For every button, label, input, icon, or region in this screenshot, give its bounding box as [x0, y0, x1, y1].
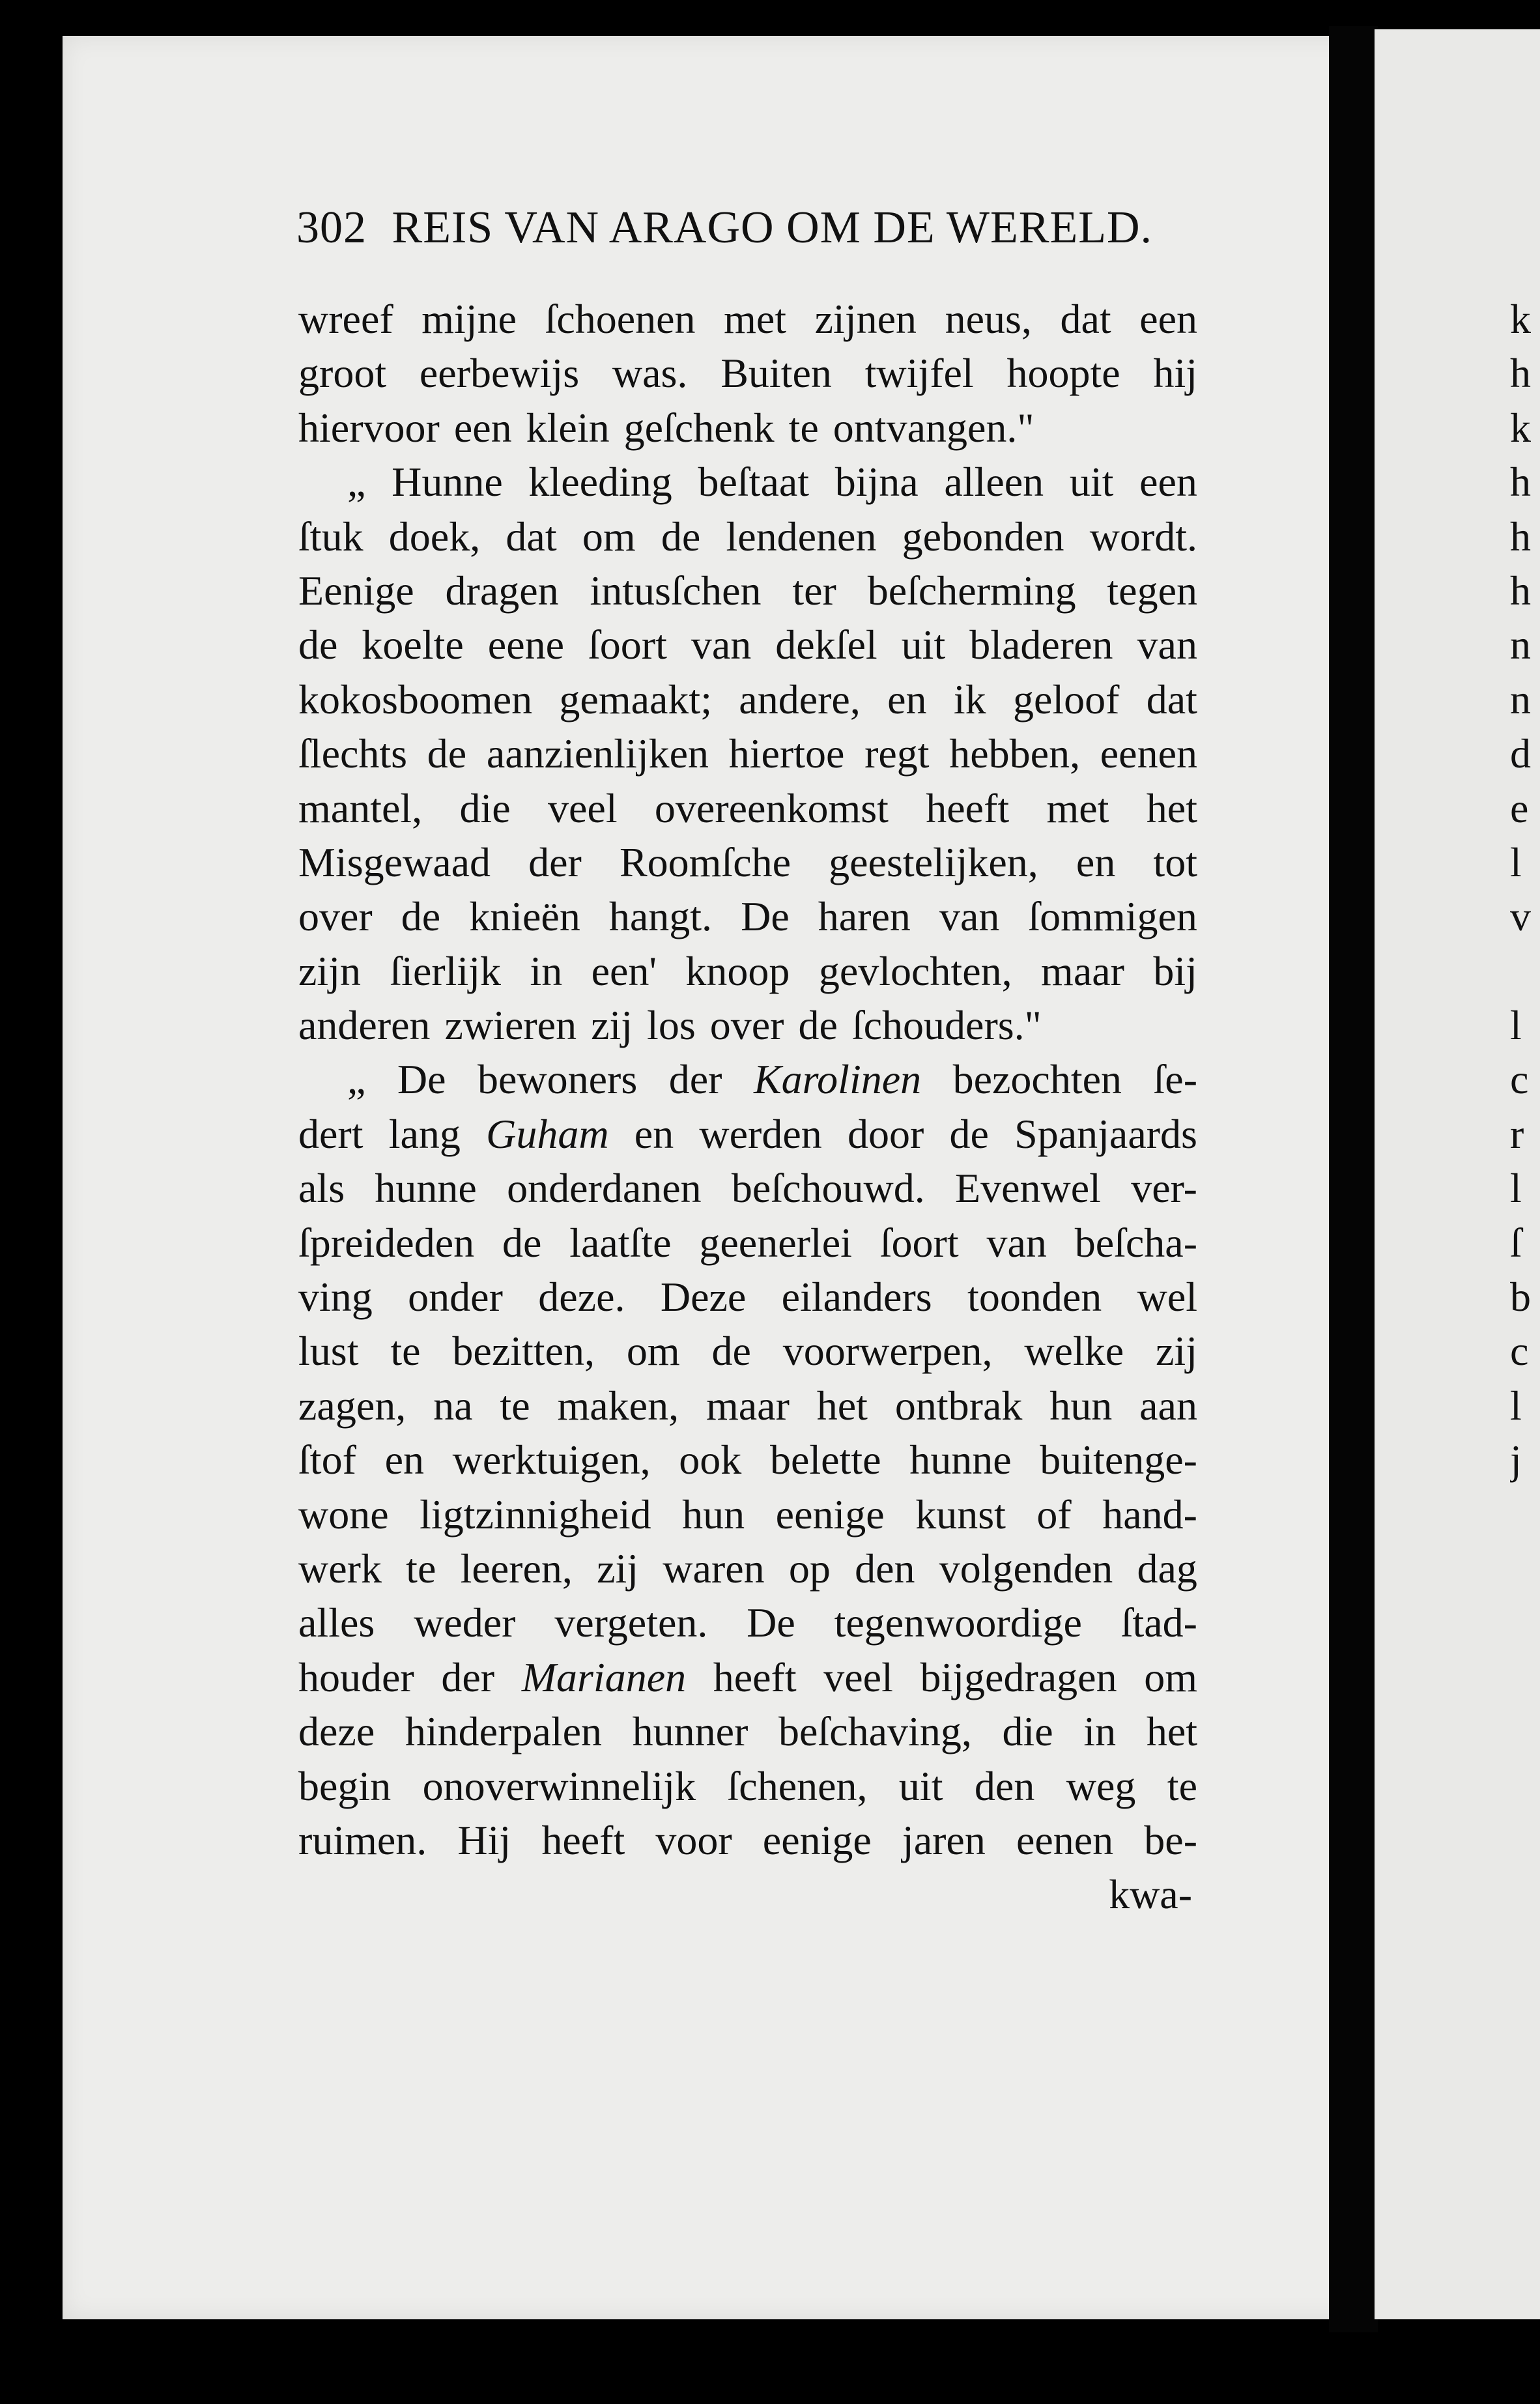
word: hand-	[1102, 1491, 1197, 1538]
text-line	[298, 672, 1197, 726]
word: onderdanen	[507, 1165, 702, 1212]
facing-page-letter: l	[1510, 1165, 1522, 1212]
facing-page-letter: h	[1510, 567, 1531, 614]
facing-page-letter: n	[1510, 622, 1531, 668]
word: in	[1083, 1708, 1117, 1755]
word: dat	[1060, 296, 1111, 342]
word: werk	[298, 1545, 382, 1592]
word: deze	[298, 1708, 375, 1755]
word: gemaakt;	[559, 676, 712, 723]
word: tegen	[1107, 567, 1197, 614]
word: hunne	[375, 1165, 477, 1212]
facing-page-letter: n	[1510, 676, 1531, 723]
word: kokosboomen	[298, 676, 533, 723]
word: ik	[953, 676, 986, 723]
text-line	[298, 1541, 1197, 1596]
word: groot	[298, 350, 387, 397]
word: Marianen	[521, 1653, 687, 1700]
word: kunst	[915, 1491, 1006, 1538]
word: welke	[1024, 1328, 1124, 1375]
text-line	[298, 509, 1197, 564]
word: geestelijken,	[829, 838, 1038, 885]
word: weder	[414, 1599, 516, 1646]
text-line	[298, 889, 1197, 943]
word: hunner	[632, 1708, 749, 1755]
word: de	[798, 1002, 838, 1049]
running-title: REIS VAN ARAGO OM DE WERELD.	[392, 203, 1153, 253]
word: aanzienlijken	[486, 730, 709, 777]
word: los	[647, 1002, 696, 1049]
word: beſchaving,	[778, 1708, 972, 1755]
text-line	[298, 835, 1197, 889]
word: onoverwinnelijk	[422, 1762, 696, 1809]
facing-page-letter: k	[1510, 404, 1531, 451]
word: Karolinen	[753, 1056, 922, 1103]
word: intusſchen	[590, 567, 762, 614]
word: van	[1137, 622, 1197, 668]
text-line	[298, 1487, 1197, 1541]
word: ontbrak	[894, 1382, 1023, 1429]
word: ter	[792, 567, 836, 614]
word: De	[741, 893, 790, 940]
word: de	[661, 513, 701, 560]
word: te	[500, 1382, 530, 1429]
text-line	[298, 998, 1197, 1052]
word: de	[502, 1219, 542, 1266]
text-line	[298, 455, 1197, 509]
word: deze.	[538, 1274, 625, 1321]
text-line	[298, 781, 1197, 835]
word: houder	[298, 1653, 414, 1700]
word: als	[298, 1165, 345, 1212]
word: den	[974, 1762, 1035, 1809]
word: Guham	[486, 1110, 609, 1157]
word: beſcha-	[1074, 1219, 1197, 1266]
word: eenen	[1016, 1816, 1114, 1863]
word: die	[1002, 1708, 1053, 1755]
word: geenerlei	[699, 1219, 852, 1266]
word: om	[626, 1328, 680, 1375]
word: lendenen	[726, 513, 877, 560]
text-line	[298, 1433, 1197, 1487]
text-line	[298, 564, 1197, 618]
word: om	[1144, 1653, 1197, 1700]
word: of	[1036, 1491, 1072, 1538]
word: tegenwoordige	[834, 1599, 1082, 1646]
word: dat	[1146, 676, 1197, 723]
word: ook	[679, 1437, 742, 1483]
word: zij	[597, 1545, 639, 1592]
word: knoop	[685, 947, 790, 994]
word: maar	[706, 1382, 790, 1429]
word: Roomſche	[619, 838, 791, 885]
word: jaren	[902, 1816, 986, 1863]
text-line	[298, 401, 1197, 455]
word: den	[855, 1545, 915, 1592]
text-line	[298, 944, 1197, 998]
word: be-	[1144, 1816, 1197, 1863]
text-line	[298, 1216, 1197, 1270]
word: Buiten	[720, 350, 832, 397]
facing-page-letter	[1510, 944, 1540, 998]
word: de	[401, 893, 441, 940]
word: mijne	[421, 296, 517, 342]
word: der	[441, 1653, 495, 1700]
word: geſchenk	[623, 404, 775, 451]
word: buitenge-	[1040, 1437, 1197, 1483]
word: ſtof	[298, 1437, 356, 1483]
word: wel	[1137, 1274, 1197, 1321]
word: De	[397, 1056, 446, 1103]
word: bezochten	[952, 1056, 1122, 1103]
word: heeft	[541, 1816, 625, 1863]
word: het	[816, 1382, 868, 1429]
word: hunne	[909, 1437, 1012, 1483]
word: het	[1146, 784, 1197, 831]
word: en	[384, 1437, 424, 1483]
word: heeft	[713, 1653, 797, 1700]
word: der	[528, 838, 582, 885]
word: ſoort	[879, 1219, 959, 1266]
word: ſchenen,	[727, 1762, 868, 1809]
word: Hij	[457, 1816, 511, 1863]
word: bewoners	[478, 1056, 638, 1103]
text-line	[298, 1161, 1197, 1215]
word: wone	[298, 1491, 389, 1538]
word: lust	[298, 1328, 359, 1375]
word: de	[949, 1110, 989, 1157]
word: dekſel	[775, 622, 877, 668]
word: van	[986, 1219, 1047, 1266]
text-line	[298, 618, 1197, 672]
word: alles	[298, 1599, 375, 1646]
page-number: 302	[296, 203, 367, 253]
word: te	[788, 404, 819, 451]
word: tot	[1153, 838, 1197, 885]
word: van	[691, 622, 752, 668]
text-line	[298, 1107, 1197, 1161]
word: eene	[487, 622, 564, 668]
word: knieën	[469, 893, 580, 940]
facing-page-letter: v	[1510, 893, 1531, 940]
word: hiertoe	[728, 730, 845, 777]
catchword-line	[298, 1867, 1197, 1921]
word: werden	[699, 1110, 822, 1157]
text-line	[298, 1759, 1197, 1813]
word: hun	[1049, 1382, 1113, 1429]
word: heeft	[926, 784, 1010, 831]
word: hun	[682, 1491, 745, 1538]
book-gutter	[1329, 26, 1378, 2332]
facing-page-letter: l	[1510, 1002, 1522, 1049]
word: ſoort	[588, 622, 667, 668]
word: te	[1167, 1762, 1197, 1809]
word: in	[530, 947, 563, 994]
word: was.	[612, 350, 688, 397]
word: een	[1139, 296, 1197, 342]
word: regt	[864, 730, 930, 777]
word: ſierlijk	[390, 947, 502, 994]
word: laatſte	[569, 1219, 672, 1266]
word: een	[1139, 459, 1197, 506]
word: eenen	[1100, 730, 1197, 777]
body-text	[298, 292, 1197, 1922]
word: zij	[1156, 1328, 1197, 1375]
text-line	[298, 1704, 1197, 1758]
word: dert	[298, 1110, 364, 1157]
word: van	[939, 893, 1000, 940]
word: ſpreideden	[298, 1219, 475, 1266]
word: ſtad-	[1120, 1599, 1197, 1646]
word: een'	[591, 947, 657, 994]
text-line	[298, 1052, 1197, 1106]
word: doek,	[388, 513, 481, 560]
facing-page-letter: h	[1510, 350, 1531, 397]
word: ſchoenen	[545, 296, 696, 342]
word: dag	[1137, 1545, 1197, 1592]
word: uit	[901, 622, 946, 668]
word: beſchouwd.	[731, 1165, 925, 1212]
text-line	[298, 726, 1197, 780]
word: haren	[818, 893, 911, 940]
word: te	[406, 1545, 436, 1592]
word: aan	[1139, 1382, 1197, 1429]
text-line	[298, 1324, 1197, 1378]
word: alleen	[944, 459, 1044, 506]
word: Eenige	[298, 567, 414, 614]
word: uit	[1069, 459, 1114, 506]
running-head	[296, 202, 1152, 254]
word: waren	[663, 1545, 765, 1592]
facing-page-letter: ſ	[1510, 1219, 1522, 1266]
word: onder	[408, 1274, 503, 1321]
word: eerbewijs	[419, 350, 580, 397]
text-line	[298, 346, 1197, 400]
word: die	[459, 784, 511, 831]
word: maken,	[557, 1382, 679, 1429]
word: weg	[1066, 1762, 1136, 1809]
word: zagen,	[298, 1382, 406, 1429]
word: de	[711, 1328, 751, 1375]
word: hebben,	[949, 730, 1081, 777]
word: voor	[655, 1816, 732, 1863]
word: ſtuk	[298, 513, 364, 560]
word: Misgewaad	[298, 838, 491, 885]
word: belette	[769, 1437, 881, 1483]
text-line	[298, 1650, 1197, 1704]
word: begin	[298, 1762, 392, 1809]
word: ver-	[1131, 1165, 1197, 1212]
text-line	[298, 1813, 1197, 1867]
facing-page-letter: d	[1510, 730, 1531, 777]
word: het	[1146, 1708, 1197, 1755]
facing-page-letter: j	[1510, 1437, 1522, 1483]
word: anderen	[298, 1002, 431, 1049]
facing-page-letter: c	[1510, 1328, 1529, 1375]
word: zijnen	[814, 296, 917, 342]
word: en	[634, 1110, 674, 1157]
word: en	[887, 676, 927, 723]
word: gevlochten,	[818, 947, 1012, 994]
word: bijgedragen	[920, 1653, 1117, 1700]
word: koelte	[362, 622, 464, 668]
facing-page-letter: h	[1510, 513, 1531, 560]
facing-page-letter: b	[1510, 1274, 1531, 1321]
facing-page-letter: h	[1510, 459, 1531, 506]
word: Spanjaards	[1014, 1110, 1197, 1157]
word: te	[390, 1328, 421, 1375]
word: de	[427, 730, 467, 777]
word: Deze	[660, 1274, 747, 1321]
word: andere,	[739, 676, 861, 723]
word: de	[298, 622, 338, 668]
word: bijna	[834, 459, 919, 506]
word: neus,	[945, 296, 1032, 342]
facing-page-letter: k	[1510, 296, 1531, 342]
text-line	[298, 1379, 1197, 1433]
word: met	[1046, 784, 1109, 831]
word: beſtaat	[698, 459, 810, 506]
word: toonden	[967, 1274, 1102, 1321]
word: ſchouders."	[851, 1002, 1042, 1049]
word: geloof	[1012, 676, 1120, 723]
word: „	[347, 459, 366, 506]
word: werktuigen,	[452, 1437, 651, 1483]
word: dragen	[445, 567, 559, 614]
word: Hunne	[392, 459, 503, 506]
word: over	[709, 1002, 784, 1049]
word: eilanders	[781, 1274, 932, 1321]
word: leeren,	[460, 1545, 573, 1592]
word: zij	[591, 1002, 633, 1049]
word: klein	[526, 404, 610, 451]
text-line	[298, 292, 1197, 346]
word: voorwerpen,	[782, 1328, 993, 1375]
word: ligtzinnigheid	[420, 1491, 651, 1538]
word: zijn	[298, 947, 361, 994]
word: ſlechts	[298, 730, 408, 777]
word: mantel,	[298, 784, 423, 831]
word: ſe-	[1153, 1056, 1197, 1103]
word: bezitten,	[452, 1328, 595, 1375]
word: hij	[1153, 350, 1197, 397]
word: kleeding	[528, 459, 672, 506]
word: eenige	[775, 1491, 885, 1538]
word: twijfel	[864, 350, 974, 397]
word: dat	[506, 513, 557, 560]
word: ving	[298, 1274, 373, 1321]
word: ſommigen	[1028, 893, 1197, 940]
word: uit	[898, 1762, 943, 1809]
word: der	[668, 1056, 722, 1103]
facing-page-letter: l	[1510, 1382, 1522, 1429]
text-line	[298, 1270, 1197, 1324]
word: een	[453, 404, 512, 451]
word: lang	[388, 1110, 461, 1157]
word: gebonden	[902, 513, 1064, 560]
word: volgenden	[939, 1545, 1113, 1592]
word: De	[747, 1599, 795, 1646]
word: en	[1076, 838, 1116, 885]
word: vergeten.	[554, 1599, 708, 1646]
facing-page-text	[1510, 292, 1540, 1487]
facing-page-letter: c	[1510, 1056, 1529, 1103]
word: hinderpalen	[405, 1708, 602, 1755]
word: veel	[548, 784, 618, 831]
word: hiervoor	[298, 404, 440, 451]
word: na	[433, 1382, 473, 1429]
word: Evenwel	[955, 1165, 1101, 1212]
word: veel	[823, 1653, 893, 1700]
word: „	[347, 1056, 366, 1103]
word: eenige	[762, 1816, 872, 1863]
word: wordt.	[1089, 513, 1197, 560]
facing-page-letter: l	[1510, 838, 1522, 885]
word: zwieren	[444, 1002, 577, 1049]
word: op	[788, 1545, 831, 1592]
word: ontvangen."	[833, 404, 1034, 451]
word: door	[847, 1110, 924, 1157]
word: ruimen.	[298, 1816, 427, 1863]
word: hoopte	[1006, 350, 1120, 397]
text-line	[298, 1596, 1197, 1650]
word: overeenkomst	[654, 784, 889, 831]
word: over	[298, 893, 373, 940]
word: om	[582, 513, 636, 560]
facing-page-letter: e	[1510, 784, 1529, 831]
word: wreef	[298, 296, 393, 342]
word: bladeren	[969, 622, 1113, 668]
word: hangt.	[608, 893, 713, 940]
word: beſcherming	[867, 567, 1076, 614]
catchword: kwa-	[1109, 1871, 1192, 1918]
word: bij	[1153, 947, 1197, 994]
word: met	[724, 296, 787, 342]
word: maar	[1041, 947, 1124, 994]
facing-page-letter: r	[1510, 1110, 1524, 1157]
